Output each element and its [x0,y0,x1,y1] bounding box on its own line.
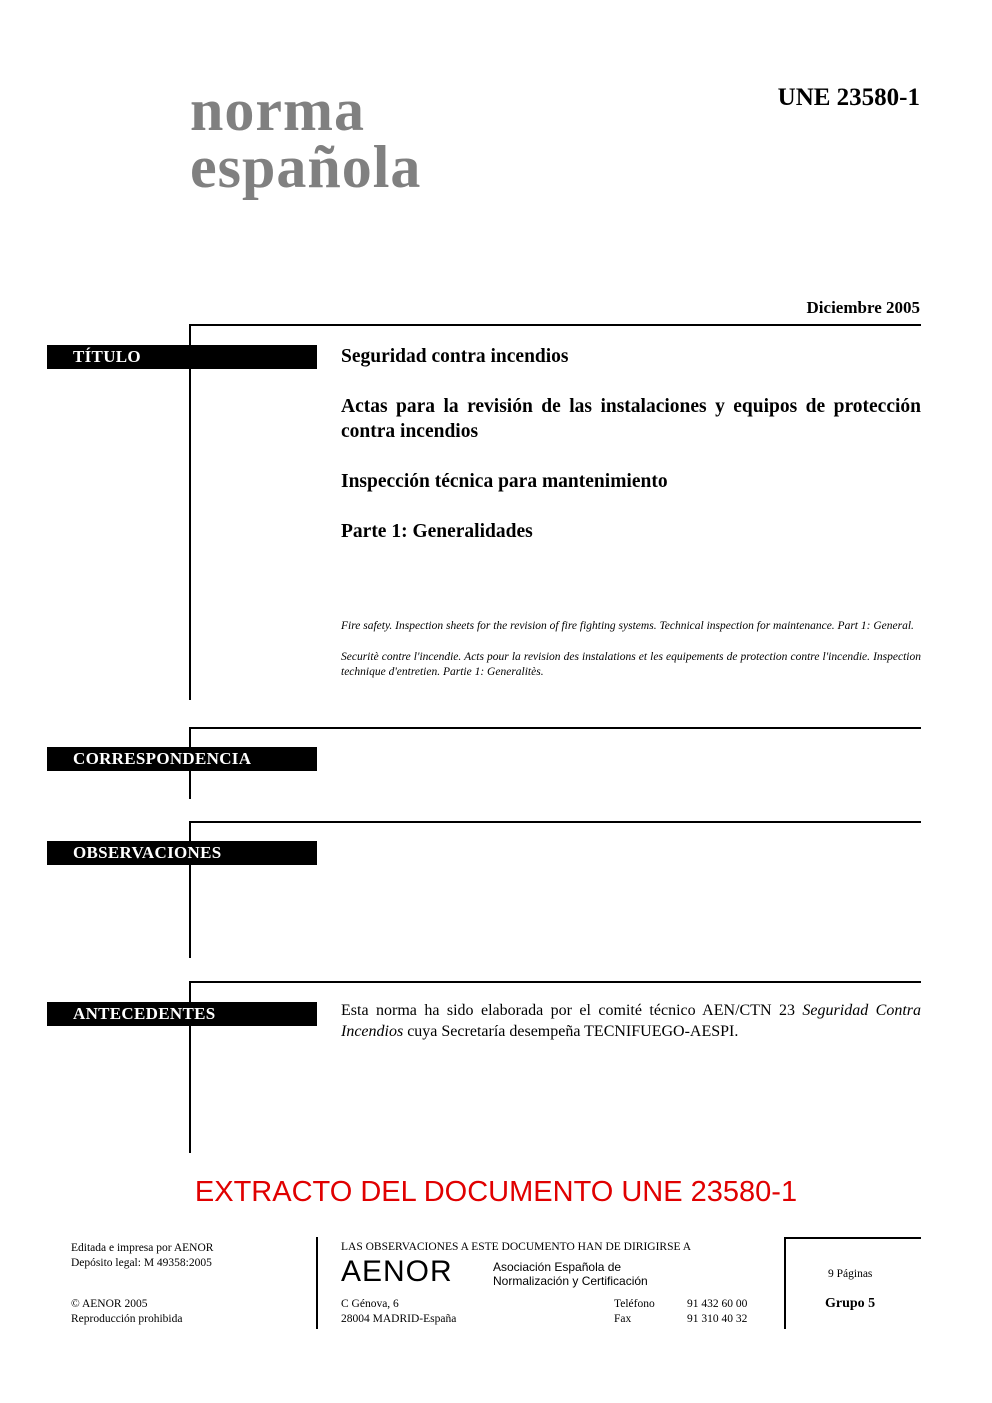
telefono-value: 91 432 60 00 [687,1298,748,1310]
title-line-2: Actas para la revisión de las instalaciones y equipos de protección contra incendios [341,396,921,442]
antecedentes-text-post: cuya Secretaría desempeña TECNIFUEGO-AESPI. [403,1023,739,1040]
title-line-4: Parte 1: Generalidades [341,521,533,542]
titulo-vertical-rule [189,324,191,700]
standard-number: UNE 23580-1 [777,84,920,111]
logo-line-2: española [190,134,422,200]
footer-divider-left [316,1237,318,1329]
antecedentes-divider [189,981,921,983]
footer-box-top [784,1237,921,1239]
reproduction-notice: Reproducción prohibida [71,1313,183,1325]
edited-by: Editada e impresa por AENOR [71,1242,214,1254]
copyright: © AENOR 2005 [71,1298,148,1310]
telefono-label: Teléfono [614,1298,655,1310]
antecedentes-label: ANTECEDENTES [47,1002,317,1026]
antecedentes-text [341,1000,921,1042]
aenor-name-line-1: Asociación Española de [493,1260,622,1274]
contact-values [687,1297,747,1327]
observaciones-heading: LAS OBSERVACIONES A ESTE DOCUMENTO HAN DE DIRIGIRSE A [341,1241,692,1253]
title-line-3: Inspección técnica para mantenimiento [341,471,668,492]
footer-copyright [71,1297,182,1327]
aenor-name-line-2: Normalización y Certificación [493,1274,648,1288]
address-line-2: 28004 MADRID-España [341,1313,457,1325]
titulo-divider [189,324,921,326]
price-group: Grupo 5 [825,1296,876,1311]
extract-notice: EXTRACTO DEL DOCUMENTO UNE 23580-1 [194,1176,798,1208]
page-count: 9 Páginas [828,1268,873,1280]
correspondencia-divider [189,727,921,729]
contact-labels [614,1297,655,1327]
title-english: Fire safety. Inspection sheets for the revision of fire fighting systems. Technical inspection for maintenance. Part 1: General. [341,620,914,632]
legal-deposit: Depósito legal: M 49358:2005 [71,1257,212,1269]
footer-address [341,1297,456,1327]
title-block [341,344,921,569]
aenor-logo: AENOR [341,1255,453,1288]
aenor-full-name [493,1260,648,1288]
title-french: Securitè contre l'incendie. Acts pour la revision des instalations et les equipements de protection contre l'incendie. Inspection technique d'entretien. Partie 1: Generalitès. [341,651,921,678]
correspondencia-label: CORRESPONDENCIA [47,747,317,771]
antecedentes-text-pre: Esta norma ha sido elaborada por el comité técnico AEN/CTN 23 [341,1002,803,1019]
translated-titles [341,619,921,680]
publication-date: Diciembre 2005 [806,298,920,317]
footer-box-left [784,1237,786,1329]
brand-logo [190,77,422,200]
fax-label: Fax [614,1313,632,1325]
footer-edition [71,1241,213,1271]
logo-line-1: norma [190,77,365,143]
address-line-1: C Génova, 6 [341,1298,399,1310]
observaciones-divider [189,821,921,823]
title-line-1: Seguridad contra incendios [341,346,569,367]
titulo-label: TÍTULO [47,345,317,369]
fax-value: 91 310 40 32 [687,1313,748,1325]
committee-name: Seguridad Contra Incendios [341,1002,921,1040]
observaciones-label: OBSERVACIONES [47,841,317,865]
